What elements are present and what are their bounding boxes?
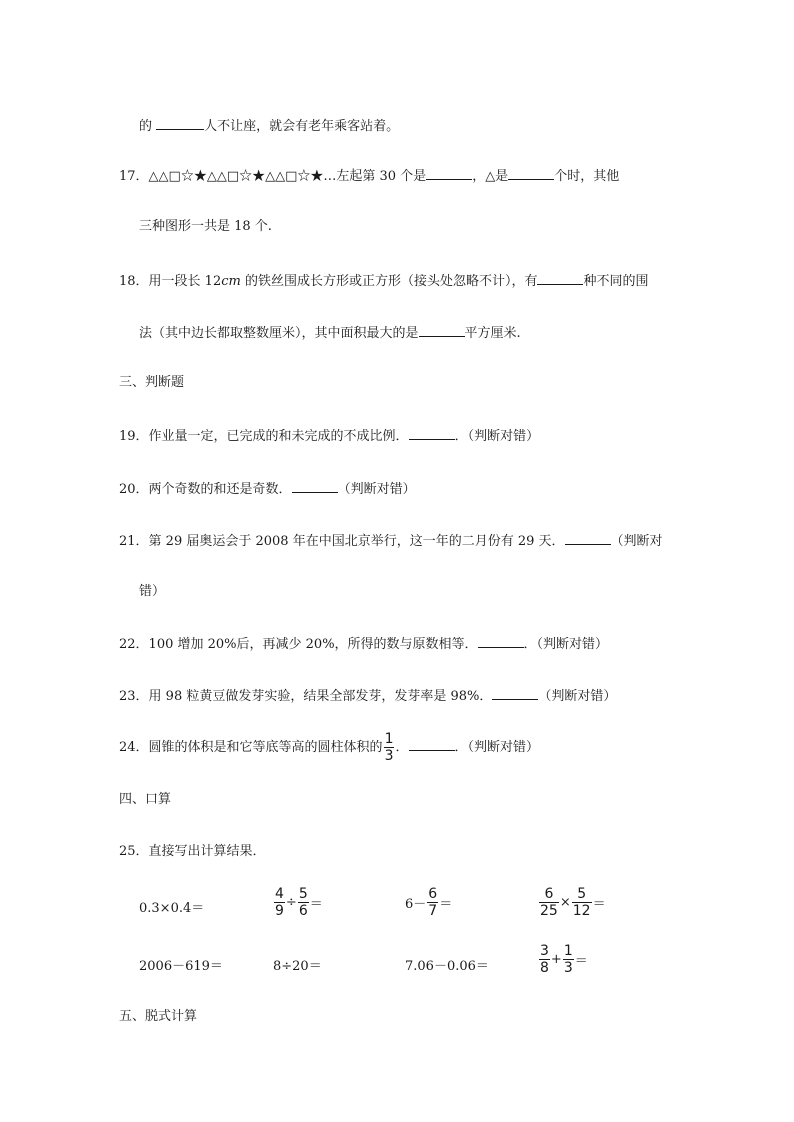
question-22: 22．100 增加 20%后，再减少 20%，所得的数与原数相等． ．（判断对错） — [119, 634, 608, 654]
answer-blank[interactable] — [478, 634, 524, 648]
calc-item: 2006－619＝ — [139, 959, 223, 974]
section-heading-mental-math: 四、口算 — [119, 792, 172, 807]
section-heading-judgement: 三、判断题 — [119, 375, 185, 390]
question-23: 23．用 98 粒黄豆做发芽实验，结果全部发芽，发芽率是 98%． （判断对错） — [119, 686, 616, 706]
question-20: 20．两个奇数的和还是奇数． （判断对错） — [119, 479, 416, 499]
question-17-continuation: 三种图形一共是 18 个. — [139, 219, 272, 234]
calc-item: 0.3×0.4＝ — [139, 901, 205, 916]
answer-blank[interactable] — [409, 737, 455, 751]
answer-blank[interactable] — [492, 686, 538, 700]
calc-item: 8÷20＝ — [273, 959, 322, 974]
question-19: 19．作业量一定，已完成的和未完成的不成比例． ．（判断对错） — [119, 426, 539, 446]
fraction-one-third: $\frac{1}{3}$ — [384, 731, 394, 764]
question-25: 25．直接写出计算结果． — [119, 844, 266, 859]
calc-item: 6－ $\frac{6}{7}$ ＝ — [405, 886, 453, 919]
answer-blank[interactable] — [426, 166, 472, 180]
question-21: 21．第 29 届奥运会于 2008 年在中国北京举行，这一年的二月份有 29 天． （判断对 — [119, 531, 663, 551]
answer-blank[interactable] — [508, 166, 554, 180]
answer-blank[interactable] — [156, 116, 204, 130]
q16-continuation: 的 人不让座，就会有老年乘客站着。 — [139, 116, 399, 136]
calc-item: $\frac{3}{8}$ + $\frac{1}{3}$ ＝ — [540, 943, 588, 976]
question-18: 18．用一段长 12cm 的铁丝围成长方形或正方形（接头处忽略不计），有 种不同的围 — [119, 271, 649, 291]
calc-item: $\frac{6}{25}$ × $\frac{5}{12}$ ＝ — [540, 886, 606, 919]
question-17: 17．△△□☆★△△□☆★△△□☆★…左起第 30 个是 ，△是 个时，其他 — [119, 166, 619, 186]
section-heading-step-calculation: 五、脱式计算 — [119, 1009, 198, 1024]
answer-blank[interactable] — [565, 531, 611, 545]
calc-item: $\frac{4}{9}$ ÷ $\frac{5}{6}$ ＝ — [275, 886, 323, 919]
answer-blank[interactable] — [419, 323, 465, 337]
question-21-continuation: 错） — [139, 584, 166, 599]
calc-item: 7.06－0.06＝ — [405, 959, 489, 974]
answer-blank[interactable] — [409, 426, 455, 440]
question-24: 24．圆锥的体积是和它等底等高的圆柱体积的 $\frac{1}{3}$ ． ．（判断对错） — [119, 731, 540, 764]
question-18-continuation: 法（其中边长都取整数厘米），其中面积最大的是 平方厘米. — [139, 323, 521, 343]
answer-blank[interactable] — [537, 271, 583, 285]
answer-blank[interactable] — [292, 479, 338, 493]
